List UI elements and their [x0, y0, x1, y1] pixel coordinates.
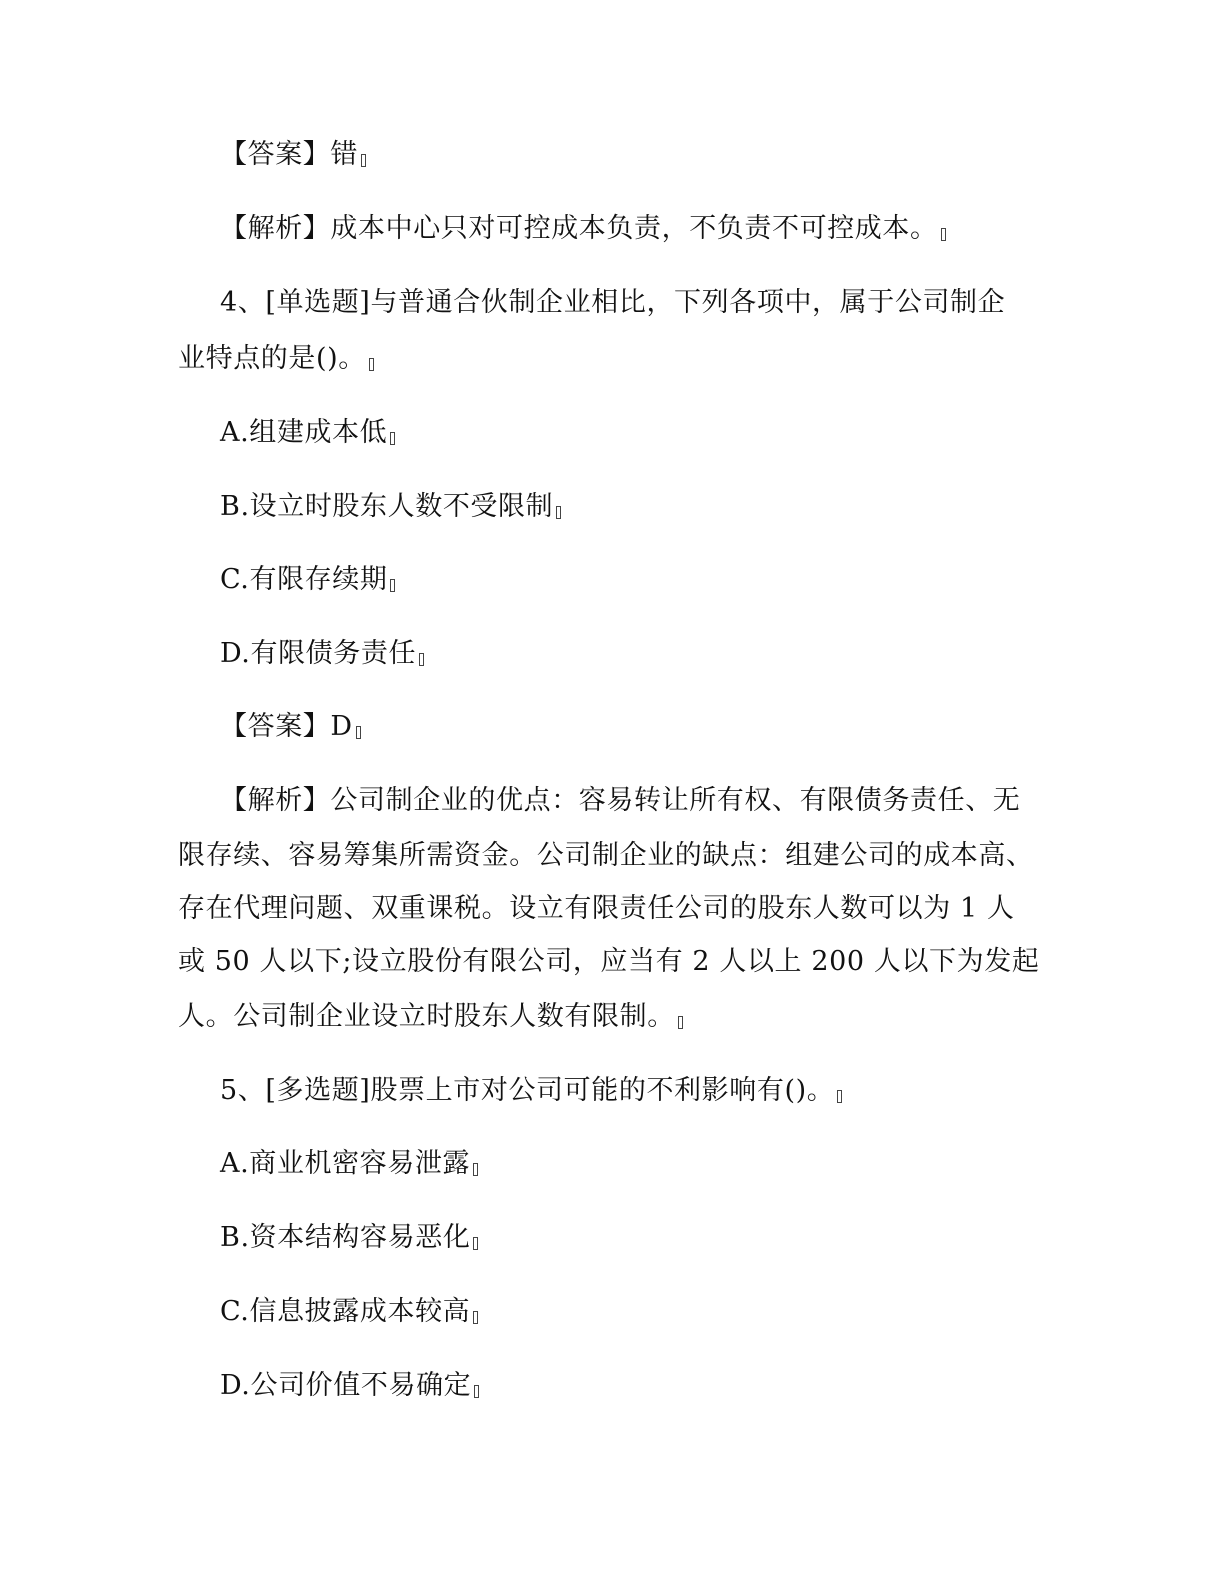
option-d: D.公司价值不易确定 — [220, 1369, 479, 1403]
option-d: D.有限债务责任 — [220, 637, 424, 671]
question-5-line: 5、[多选题]股票上市对公司可能的不利影响有()。 — [220, 1074, 842, 1108]
question-4-line-1: 4、[单选题]与普通合伙制企业相比，下列各项中，属于公司制企 — [220, 287, 1006, 318]
analysis-line-5: 人。公司制企业设立时股东人数有限制。 — [178, 1000, 683, 1034]
answer-line: 【答案】错 — [220, 138, 366, 172]
question-4-line-2: 业特点的是()。 — [178, 342, 374, 376]
analysis-line-1: 【解析】公司制企业的优点：容易转让所有权、有限债务责任、无 — [220, 785, 1021, 816]
option-a: A.商业机密容易泄露 — [220, 1147, 478, 1181]
analysis-line-2: 限存续、容易筹集所需资金。公司制企业的缺点：组建公司的成本高、 — [178, 840, 1034, 871]
analysis-line-4: 或 50 人以下;设立股份有限公司，应当有 2 人以上 200 人以下为发起 — [178, 946, 1040, 977]
option-c: C.信息披露成本较高 — [220, 1295, 478, 1329]
analysis-line-3: 存在代理问题、双重课税。设立有限责任公司的股东人数可以为 1 人 — [178, 893, 1015, 924]
option-a: A.组建成本低 — [220, 416, 395, 450]
option-b: B.资本结构容易恶化 — [220, 1221, 478, 1255]
answer-line: 【答案】D — [220, 710, 361, 744]
option-c: C.有限存续期 — [220, 563, 395, 597]
analysis-line: 【解析】成本中心只对可控成本负责，不负责不可控成本。 — [220, 212, 946, 246]
option-b: B.设立时股东人数不受限制 — [220, 490, 561, 524]
